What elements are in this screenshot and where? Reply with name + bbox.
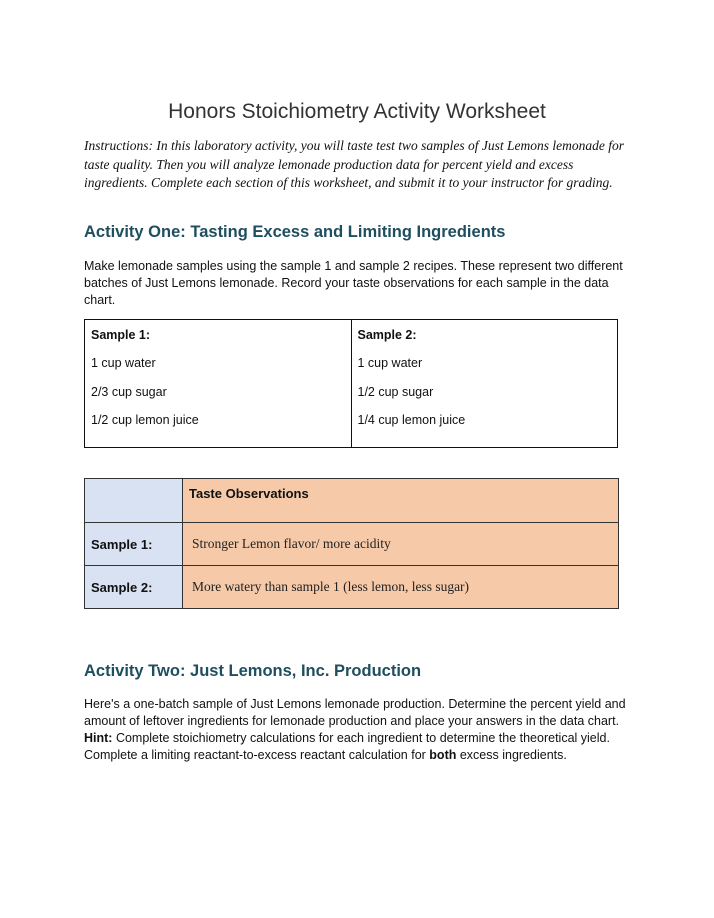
sample-1-row-label: Sample 1:: [85, 523, 183, 565]
activity-one-heading: Activity One: Tasting Excess and Limiting Ingredients: [84, 223, 506, 241]
table-row: [85, 479, 618, 522]
recipe-sample-2-lemon: 1/4 cup lemon juice: [357, 413, 466, 427]
activity-one-paragraph: Make lemonade samples using the sample 1 and sample 2 recipes. These represent two different batches of Just Lemons lemonade. Record your taste observations for each sample in the data chart.: [84, 259, 623, 307]
activity-two-paragraph: [84, 696, 636, 764]
recipe-sample-1-label: Sample 1:: [91, 328, 151, 342]
recipe-sample-1-water: 1 cup water: [91, 356, 156, 370]
activity-two-heading: Activity Two: Just Lemons, Inc. Production: [84, 662, 422, 680]
activity-two-text-2: Complete stoichiometry calculations for each ingredient to determine the theoretical yield. Complete a limiting reactant-to-excess reactant calculation for: [84, 731, 610, 762]
sample-2-observation[interactable]: More watery than sample 1 (less lemon, less sugar): [183, 566, 618, 608]
sample-2-row-label: Sample 2:: [85, 566, 183, 608]
recipe-sample-2-sugar: 1/2 cup sugar: [357, 384, 434, 399]
recipe-sample-1-sugar: 2/3 cup sugar: [91, 384, 167, 399]
table-row: [85, 522, 618, 565]
recipe-sample-2-water: 1 cup water: [357, 356, 423, 370]
page-title: Honors Stoichiometry Activity Worksheet: [168, 100, 546, 123]
taste-observations-table: [84, 478, 619, 609]
recipe-sample-1-lemon: 1/2 cup lemon juice: [91, 413, 199, 427]
recipe-table: [84, 319, 618, 448]
recipe-sample-2: [351, 320, 618, 447]
hint-label: Hint:: [84, 731, 113, 745]
empty-header-cell: [85, 479, 183, 522]
activity-two-text-3: excess ingredients.: [456, 748, 567, 762]
recipe-sample-1: [85, 320, 351, 447]
instructions-text: Instructions: In this laboratory activity, you will taste test two samples of Just Lemons lemonade for taste quality. Then you will analyze lemonade production data for percent yield and excess ingredients. Complete each section of this worksheet, and submit it to your instructor for grading.: [84, 138, 624, 190]
both-emphasis: both: [429, 748, 457, 762]
activity-two-text-1: Here's a one-batch sample of Just Lemons lemonade production. Determine the percent yield and amount of leftover ingredients for lemonade production and place your answers in the data chart.: [84, 697, 626, 728]
recipe-sample-2-label: Sample 2:: [357, 328, 417, 342]
table-row: [85, 565, 618, 608]
sample-1-observation[interactable]: Stronger Lemon flavor/ more acidity: [183, 523, 618, 565]
taste-observations-header: Taste Observations: [183, 479, 618, 522]
